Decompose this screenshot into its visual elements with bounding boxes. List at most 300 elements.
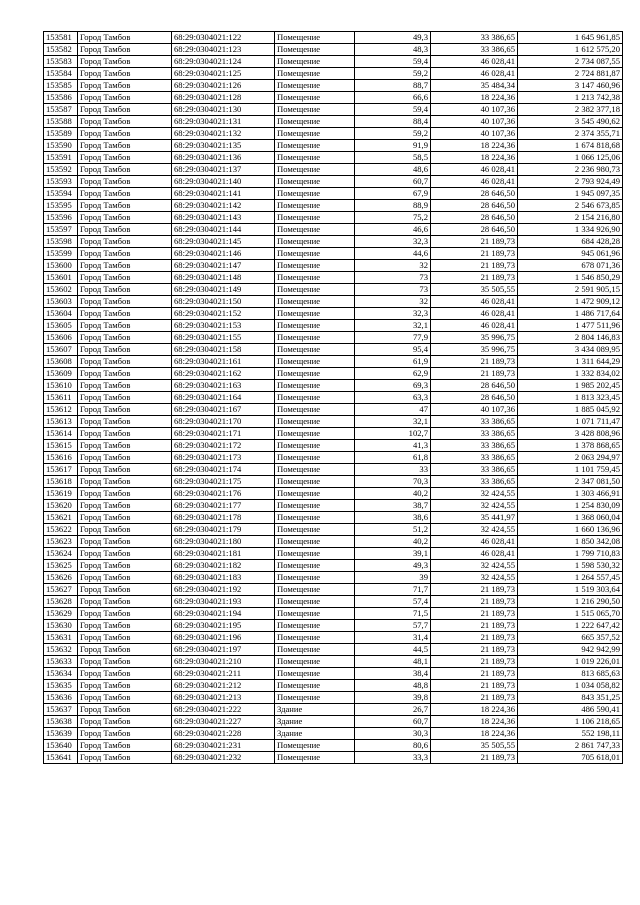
- table-row: [44, 44, 623, 56]
- cell-municipality: Город Тамбов: [78, 296, 172, 308]
- table-row: [44, 164, 623, 176]
- table-row: [44, 428, 623, 440]
- cell-specific-value: 21 189,73: [431, 368, 518, 380]
- cell-cadastral-number: 68:29:0304021:181: [172, 548, 275, 560]
- cell-object-type: Помещение: [275, 632, 355, 644]
- table-row: [44, 320, 623, 332]
- cell-cadastral-number: 68:29:0304021:193: [172, 596, 275, 608]
- cell-cadastral-number: 68:29:0304021:173: [172, 452, 275, 464]
- cell-specific-value: 33 386,65: [431, 440, 518, 452]
- cell-cadastral-number: 68:29:0304021:144: [172, 224, 275, 236]
- table-row: [44, 368, 623, 380]
- cell-municipality: Город Тамбов: [78, 716, 172, 728]
- cell-municipality: Город Тамбов: [78, 572, 172, 584]
- cell-municipality: Город Тамбов: [78, 332, 172, 344]
- cell-cadastral-number: 68:29:0304021:170: [172, 416, 275, 428]
- cell-cadastral-value: 3 147 460,96: [518, 80, 623, 92]
- table-row: [44, 620, 623, 632]
- cell-cadastral-value: 2 591 905,15: [518, 284, 623, 296]
- cell-cadastral-value: 1 598 530,32: [518, 560, 623, 572]
- cell-cadastral-number: 68:29:0304021:142: [172, 200, 275, 212]
- table-row: [44, 512, 623, 524]
- cell-specific-value: 21 189,73: [431, 632, 518, 644]
- cell-object-type: Помещение: [275, 320, 355, 332]
- cell-cadastral-value: 1 034 058,82: [518, 680, 623, 692]
- cell-cadastral-value: 2 724 881,87: [518, 68, 623, 80]
- cell-municipality: Город Тамбов: [78, 284, 172, 296]
- cell-object-type: Помещение: [275, 512, 355, 524]
- cell-municipality: Город Тамбов: [78, 128, 172, 140]
- cell-cadastral-number: 68:29:0304021:141: [172, 188, 275, 200]
- cell-area: 26,7: [355, 704, 431, 716]
- cell-row-number: 153613: [44, 416, 78, 428]
- cell-cadastral-number: 68:29:0304021:212: [172, 680, 275, 692]
- cell-municipality: Город Тамбов: [78, 500, 172, 512]
- cell-specific-value: 21 189,73: [431, 620, 518, 632]
- cell-object-type: Здание: [275, 704, 355, 716]
- table-row: [44, 116, 623, 128]
- cell-cadastral-value: 1 311 644,29: [518, 356, 623, 368]
- cell-municipality: Город Тамбов: [78, 320, 172, 332]
- cell-municipality: Город Тамбов: [78, 200, 172, 212]
- cell-specific-value: 21 189,73: [431, 692, 518, 704]
- cell-area: 40,2: [355, 488, 431, 500]
- cell-object-type: Помещение: [275, 344, 355, 356]
- cell-municipality: Город Тамбов: [78, 380, 172, 392]
- cell-object-type: Помещение: [275, 164, 355, 176]
- cell-specific-value: 35 505,55: [431, 740, 518, 752]
- cell-specific-value: 46 028,41: [431, 56, 518, 68]
- cell-cadastral-value: 678 071,36: [518, 260, 623, 272]
- table-row: [44, 80, 623, 92]
- cell-row-number: 153617: [44, 464, 78, 476]
- cell-object-type: Помещение: [275, 56, 355, 68]
- cell-cadastral-value: 2 063 294,97: [518, 452, 623, 464]
- cell-cadastral-number: 68:29:0304021:195: [172, 620, 275, 632]
- cell-specific-value: 21 189,73: [431, 248, 518, 260]
- cell-cadastral-value: 2 793 924,49: [518, 176, 623, 188]
- cell-municipality: Город Тамбов: [78, 68, 172, 80]
- cell-specific-value: 33 386,65: [431, 428, 518, 440]
- table-row: [44, 476, 623, 488]
- cell-specific-value: 33 386,65: [431, 416, 518, 428]
- cell-area: 59,4: [355, 56, 431, 68]
- cell-specific-value: 32 424,55: [431, 572, 518, 584]
- cell-object-type: Помещение: [275, 380, 355, 392]
- cell-cadastral-value: 1 254 830,09: [518, 500, 623, 512]
- cell-object-type: Помещение: [275, 560, 355, 572]
- cell-area: 32: [355, 260, 431, 272]
- cell-cadastral-number: 68:29:0304021:148: [172, 272, 275, 284]
- table-row: [44, 392, 623, 404]
- cell-row-number: 153581: [44, 32, 78, 44]
- cell-object-type: Помещение: [275, 44, 355, 56]
- cell-area: 61,8: [355, 452, 431, 464]
- table-row: [44, 68, 623, 80]
- cell-area: 44,6: [355, 248, 431, 260]
- cell-specific-value: 46 028,41: [431, 296, 518, 308]
- cell-municipality: Город Тамбов: [78, 512, 172, 524]
- cell-municipality: Город Тамбов: [78, 704, 172, 716]
- cell-specific-value: 28 646,50: [431, 392, 518, 404]
- cell-cadastral-number: 68:29:0304021:228: [172, 728, 275, 740]
- cell-cadastral-value: 2 236 980,73: [518, 164, 623, 176]
- cell-specific-value: 46 028,41: [431, 320, 518, 332]
- cell-cadastral-value: 1 222 647,42: [518, 620, 623, 632]
- cell-cadastral-number: 68:29:0304021:147: [172, 260, 275, 272]
- cell-specific-value: 18 224,36: [431, 140, 518, 152]
- table-row: [44, 608, 623, 620]
- table-row: [44, 104, 623, 116]
- cell-cadastral-value: 1 071 711,47: [518, 416, 623, 428]
- cell-row-number: 153616: [44, 452, 78, 464]
- cell-object-type: Помещение: [275, 680, 355, 692]
- table-row: [44, 188, 623, 200]
- cell-object-type: Помещение: [275, 572, 355, 584]
- cell-specific-value: 33 386,65: [431, 476, 518, 488]
- cell-cadastral-number: 68:29:0304021:179: [172, 524, 275, 536]
- cell-specific-value: 28 646,50: [431, 212, 518, 224]
- cell-cadastral-number: 68:29:0304021:146: [172, 248, 275, 260]
- cell-cadastral-number: 68:29:0304021:232: [172, 752, 275, 764]
- cell-object-type: Помещение: [275, 356, 355, 368]
- data-sheet: [43, 31, 622, 764]
- cell-cadastral-value: 2 734 087,55: [518, 56, 623, 68]
- cell-specific-value: 18 224,36: [431, 728, 518, 740]
- cell-row-number: 153621: [44, 512, 78, 524]
- cell-area: 48,1: [355, 656, 431, 668]
- cell-cadastral-value: 1 019 226,01: [518, 656, 623, 668]
- cell-cadastral-value: 1 216 290,50: [518, 596, 623, 608]
- cell-object-type: Помещение: [275, 200, 355, 212]
- cell-specific-value: 18 224,36: [431, 704, 518, 716]
- table-row: [44, 656, 623, 668]
- cell-municipality: Город Тамбов: [78, 692, 172, 704]
- cell-municipality: Город Тамбов: [78, 668, 172, 680]
- cell-cadastral-number: 68:29:0304021:163: [172, 380, 275, 392]
- cell-area: 32: [355, 296, 431, 308]
- cell-cadastral-value: 3 545 490,62: [518, 116, 623, 128]
- cell-object-type: Помещение: [275, 32, 355, 44]
- cell-row-number: 153633: [44, 656, 78, 668]
- cell-cadastral-value: 1 368 060,04: [518, 512, 623, 524]
- cell-row-number: 153603: [44, 296, 78, 308]
- cell-area: 39,1: [355, 548, 431, 560]
- cell-area: 69,3: [355, 380, 431, 392]
- cell-cadastral-number: 68:29:0304021:176: [172, 488, 275, 500]
- cell-row-number: 153594: [44, 188, 78, 200]
- table-row: [44, 452, 623, 464]
- cell-row-number: 153597: [44, 224, 78, 236]
- cell-cadastral-number: 68:29:0304021:192: [172, 584, 275, 596]
- cell-cadastral-number: 68:29:0304021:136: [172, 152, 275, 164]
- cell-object-type: Помещение: [275, 92, 355, 104]
- cell-cadastral-value: 1 813 323,45: [518, 392, 623, 404]
- cell-object-type: Помещение: [275, 152, 355, 164]
- cell-cadastral-value: 1 645 961,85: [518, 32, 623, 44]
- cell-municipality: Город Тамбов: [78, 584, 172, 596]
- cell-object-type: Помещение: [275, 608, 355, 620]
- cell-cadastral-number: 68:29:0304021:183: [172, 572, 275, 584]
- cell-cadastral-value: 942 942,99: [518, 644, 623, 656]
- cell-area: 70,3: [355, 476, 431, 488]
- cell-object-type: Помещение: [275, 692, 355, 704]
- cell-area: 39,8: [355, 692, 431, 704]
- cell-municipality: Город Тамбов: [78, 308, 172, 320]
- cell-municipality: Город Тамбов: [78, 104, 172, 116]
- cell-cadastral-number: 68:29:0304021:164: [172, 392, 275, 404]
- cell-area: 57,4: [355, 596, 431, 608]
- cell-cadastral-value: 1 101 759,45: [518, 464, 623, 476]
- table-row: [44, 272, 623, 284]
- table-row: [44, 332, 623, 344]
- cell-cadastral-number: 68:29:0304021:222: [172, 704, 275, 716]
- table-row: [44, 536, 623, 548]
- cell-area: 59,2: [355, 128, 431, 140]
- cell-municipality: Город Тамбов: [78, 356, 172, 368]
- cell-specific-value: 21 189,73: [431, 260, 518, 272]
- cell-cadastral-value: 1 799 710,83: [518, 548, 623, 560]
- cell-municipality: Город Тамбов: [78, 608, 172, 620]
- cell-cadastral-number: 68:29:0304021:132: [172, 128, 275, 140]
- cell-cadastral-number: 68:29:0304021:155: [172, 332, 275, 344]
- cell-row-number: 153629: [44, 608, 78, 620]
- cell-row-number: 153605: [44, 320, 78, 332]
- cell-cadastral-number: 68:29:0304021:122: [172, 32, 275, 44]
- cell-area: 48,6: [355, 164, 431, 176]
- cell-specific-value: 46 028,41: [431, 176, 518, 188]
- cell-row-number: 153639: [44, 728, 78, 740]
- cell-row-number: 153614: [44, 428, 78, 440]
- cell-cadastral-value: 2 861 747,33: [518, 740, 623, 752]
- cell-cadastral-number: 68:29:0304021:227: [172, 716, 275, 728]
- cell-cadastral-value: 1 264 557,45: [518, 572, 623, 584]
- cell-object-type: Помещение: [275, 488, 355, 500]
- table-row: [44, 92, 623, 104]
- cell-area: 33: [355, 464, 431, 476]
- cell-cadastral-number: 68:29:0304021:196: [172, 632, 275, 644]
- cell-area: 95,4: [355, 344, 431, 356]
- cell-municipality: Город Тамбов: [78, 452, 172, 464]
- cell-row-number: 153604: [44, 308, 78, 320]
- cell-cadastral-value: 1 477 511,96: [518, 320, 623, 332]
- cell-specific-value: 40 107,36: [431, 128, 518, 140]
- cell-specific-value: 40 107,36: [431, 404, 518, 416]
- cell-object-type: Помещение: [275, 116, 355, 128]
- cell-row-number: 153622: [44, 524, 78, 536]
- cell-area: 58,5: [355, 152, 431, 164]
- cell-cadastral-number: 68:29:0304021:140: [172, 176, 275, 188]
- cell-row-number: 153590: [44, 140, 78, 152]
- cell-cadastral-number: 68:29:0304021:213: [172, 692, 275, 704]
- cell-object-type: Помещение: [275, 128, 355, 140]
- cell-cadastral-value: 1 066 125,06: [518, 152, 623, 164]
- cell-municipality: Город Тамбов: [78, 272, 172, 284]
- cell-municipality: Город Тамбов: [78, 464, 172, 476]
- cell-cadastral-number: 68:29:0304021:178: [172, 512, 275, 524]
- cell-specific-value: 21 189,73: [431, 356, 518, 368]
- cell-specific-value: 46 028,41: [431, 548, 518, 560]
- cell-specific-value: 46 028,41: [431, 308, 518, 320]
- table-row: [44, 404, 623, 416]
- cell-cadastral-number: 68:29:0304021:145: [172, 236, 275, 248]
- cell-area: 49,3: [355, 32, 431, 44]
- cell-object-type: Помещение: [275, 188, 355, 200]
- cell-area: 32,3: [355, 236, 431, 248]
- cell-cadastral-value: 3 434 089,95: [518, 344, 623, 356]
- cell-specific-value: 35 505,55: [431, 284, 518, 296]
- cell-municipality: Город Тамбов: [78, 404, 172, 416]
- cell-object-type: Здание: [275, 728, 355, 740]
- cell-cadastral-value: 552 198,11: [518, 728, 623, 740]
- cell-row-number: 153637: [44, 704, 78, 716]
- cell-cadastral-value: 1 378 868,65: [518, 440, 623, 452]
- table-row: [44, 284, 623, 296]
- table-row: [44, 380, 623, 392]
- cell-specific-value: 35 484,34: [431, 80, 518, 92]
- cell-municipality: Город Тамбов: [78, 656, 172, 668]
- table-row: [44, 464, 623, 476]
- cell-row-number: 153610: [44, 380, 78, 392]
- cell-municipality: Город Тамбов: [78, 116, 172, 128]
- cell-row-number: 153583: [44, 56, 78, 68]
- cell-row-number: 153608: [44, 356, 78, 368]
- cell-row-number: 153609: [44, 368, 78, 380]
- cell-area: 88,7: [355, 80, 431, 92]
- cell-cadastral-value: 813 685,63: [518, 668, 623, 680]
- table-row: [44, 296, 623, 308]
- cell-municipality: Город Тамбов: [78, 212, 172, 224]
- cell-cadastral-number: 68:29:0304021:131: [172, 116, 275, 128]
- cell-cadastral-number: 68:29:0304021:130: [172, 104, 275, 116]
- cell-row-number: 153618: [44, 476, 78, 488]
- table-row: [44, 644, 623, 656]
- cell-cadastral-number: 68:29:0304021:197: [172, 644, 275, 656]
- cell-cadastral-number: 68:29:0304021:149: [172, 284, 275, 296]
- cell-row-number: 153635: [44, 680, 78, 692]
- table-row: [44, 716, 623, 728]
- cell-object-type: Помещение: [275, 104, 355, 116]
- cell-object-type: Помещение: [275, 668, 355, 680]
- cell-cadastral-number: 68:29:0304021:137: [172, 164, 275, 176]
- table-row: [44, 488, 623, 500]
- cell-cadastral-number: 68:29:0304021:152: [172, 308, 275, 320]
- cell-object-type: Помещение: [275, 536, 355, 548]
- cell-cadastral-value: 1 850 342,08: [518, 536, 623, 548]
- cell-area: 60,7: [355, 176, 431, 188]
- cell-area: 44,5: [355, 644, 431, 656]
- cell-area: 49,3: [355, 560, 431, 572]
- cell-object-type: Помещение: [275, 260, 355, 272]
- cell-cadastral-value: 684 428,28: [518, 236, 623, 248]
- cell-municipality: Город Тамбов: [78, 368, 172, 380]
- table-row: [44, 248, 623, 260]
- cell-area: 102,7: [355, 428, 431, 440]
- cell-cadastral-value: 2 347 081,50: [518, 476, 623, 488]
- cell-municipality: Город Тамбов: [78, 548, 172, 560]
- cell-municipality: Город Тамбов: [78, 416, 172, 428]
- cell-municipality: Город Тамбов: [78, 728, 172, 740]
- cell-row-number: 153585: [44, 80, 78, 92]
- cadastral-value-table: [43, 31, 623, 764]
- cell-area: 57,7: [355, 620, 431, 632]
- cell-area: 32,3: [355, 308, 431, 320]
- cell-specific-value: 21 189,73: [431, 596, 518, 608]
- cell-row-number: 153607: [44, 344, 78, 356]
- cell-specific-value: 32 424,55: [431, 500, 518, 512]
- cell-municipality: Город Тамбов: [78, 188, 172, 200]
- cell-area: 38,6: [355, 512, 431, 524]
- cell-specific-value: 21 189,73: [431, 272, 518, 284]
- cell-object-type: Помещение: [275, 284, 355, 296]
- cell-area: 71,5: [355, 608, 431, 620]
- cell-row-number: 153598: [44, 236, 78, 248]
- table-row: [44, 752, 623, 764]
- cell-cadastral-number: 68:29:0304021:128: [172, 92, 275, 104]
- table-row: [44, 200, 623, 212]
- cell-row-number: 153619: [44, 488, 78, 500]
- cell-cadastral-number: 68:29:0304021:177: [172, 500, 275, 512]
- cell-area: 38,4: [355, 668, 431, 680]
- cell-area: 73: [355, 284, 431, 296]
- cell-row-number: 153630: [44, 620, 78, 632]
- cell-row-number: 153625: [44, 560, 78, 572]
- cell-municipality: Город Тамбов: [78, 440, 172, 452]
- table-row: [44, 140, 623, 152]
- cell-municipality: Город Тамбов: [78, 524, 172, 536]
- cell-municipality: Город Тамбов: [78, 428, 172, 440]
- cell-object-type: Помещение: [275, 68, 355, 80]
- cell-object-type: Помещение: [275, 452, 355, 464]
- cell-municipality: Город Тамбов: [78, 536, 172, 548]
- table-row: [44, 704, 623, 716]
- cell-object-type: Помещение: [275, 80, 355, 92]
- cell-row-number: 153593: [44, 176, 78, 188]
- table-row: [44, 692, 623, 704]
- cell-cadastral-value: 486 590,41: [518, 704, 623, 716]
- cell-object-type: Помещение: [275, 596, 355, 608]
- cell-cadastral-value: 665 357,52: [518, 632, 623, 644]
- cell-cadastral-number: 68:29:0304021:150: [172, 296, 275, 308]
- cell-cadastral-value: 1 106 218,65: [518, 716, 623, 728]
- cell-cadastral-value: 843 351,25: [518, 692, 623, 704]
- cell-area: 47: [355, 404, 431, 416]
- cell-cadastral-value: 1 945 097,35: [518, 188, 623, 200]
- cell-cadastral-value: 945 061,96: [518, 248, 623, 260]
- cell-row-number: 153641: [44, 752, 78, 764]
- cell-object-type: Помещение: [275, 428, 355, 440]
- table-row: [44, 152, 623, 164]
- cell-area: 61,9: [355, 356, 431, 368]
- cell-row-number: 153636: [44, 692, 78, 704]
- cell-specific-value: 35 996,75: [431, 344, 518, 356]
- cell-specific-value: 28 646,50: [431, 224, 518, 236]
- cell-cadastral-value: 3 428 808,96: [518, 428, 623, 440]
- cell-specific-value: 21 189,73: [431, 668, 518, 680]
- cell-specific-value: 21 189,73: [431, 752, 518, 764]
- cell-cadastral-number: 68:29:0304021:153: [172, 320, 275, 332]
- table-row: [44, 548, 623, 560]
- cell-cadastral-number: 68:29:0304021:174: [172, 464, 275, 476]
- cell-area: 48,3: [355, 44, 431, 56]
- cell-municipality: Город Тамбов: [78, 392, 172, 404]
- cell-municipality: Город Тамбов: [78, 344, 172, 356]
- cell-specific-value: 40 107,36: [431, 116, 518, 128]
- cell-municipality: Город Тамбов: [78, 248, 172, 260]
- cell-object-type: Помещение: [275, 236, 355, 248]
- cell-municipality: Город Тамбов: [78, 260, 172, 272]
- cell-cadastral-number: 68:29:0304021:172: [172, 440, 275, 452]
